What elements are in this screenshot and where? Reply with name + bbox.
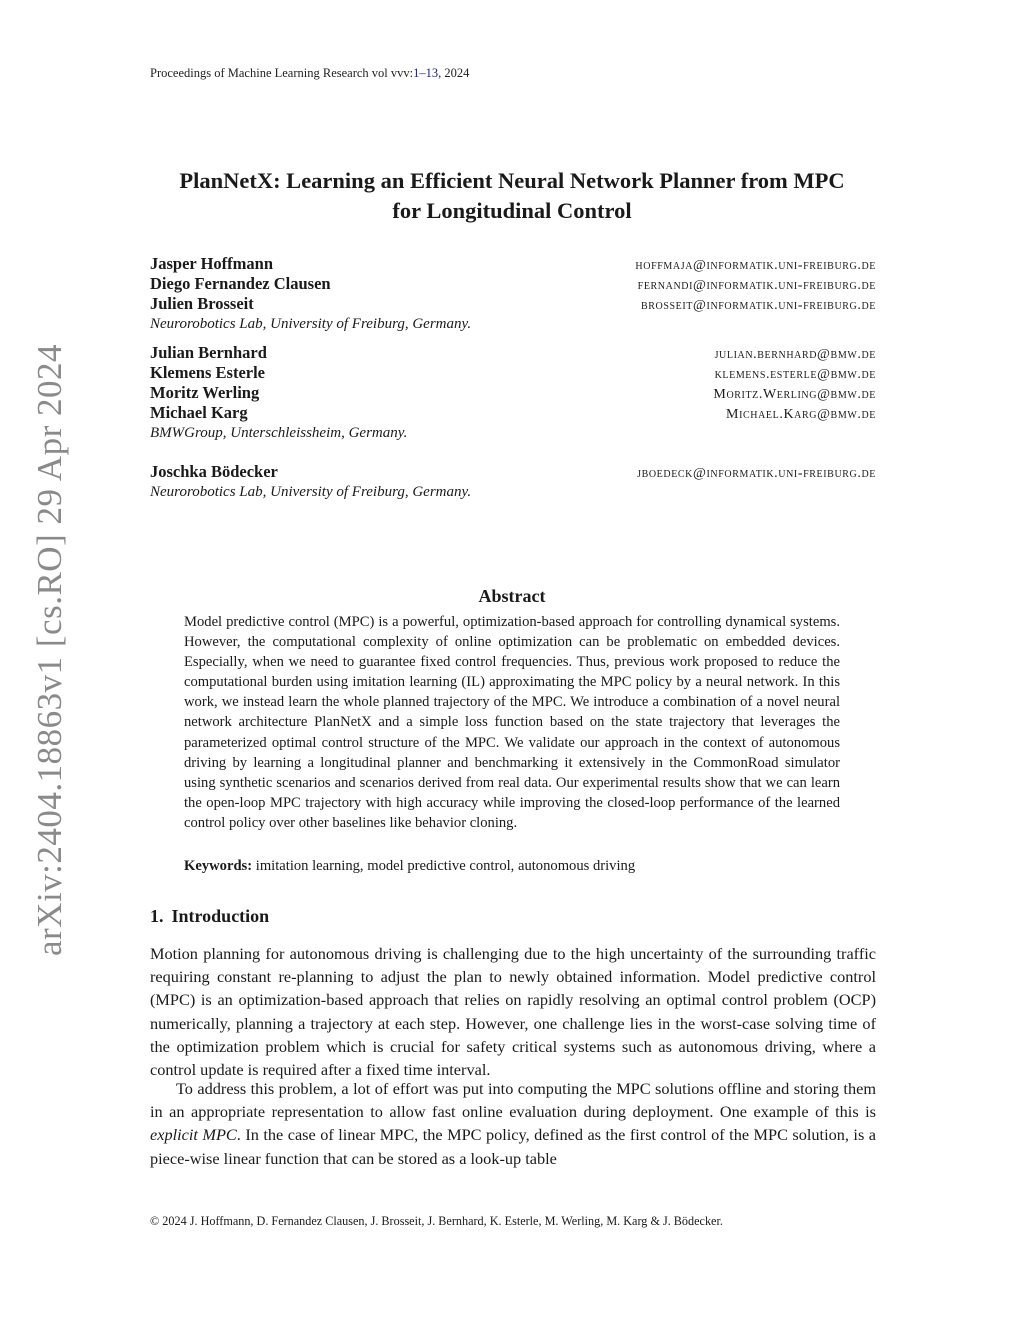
paper-title	[120, 166, 904, 226]
running-header-prefix: Proceedings of Machine Learning Research vol vvv:	[150, 66, 414, 80]
abstract-text: Model predictive control (MPC) is a powerful, optimization-based approach for controlling dynamical systems. However, the computational complexity of online optimization can be problematic on embedded devices. Especially, when we need to guarantee fixed control frequencies. Thus, previous work proposed to reduce the computational burden using imitation learning (IL) approximating the MPC policy by a neural network. In this work, we instead learn the whole planned trajectory of the MPC. We introduce a combination of a novel neural network architecture PlanNetX and a simple loss function based on the state trajectory that leverages the parameterized optimal control structure of the MPC. We validate our approach in the context of autonomous driving by learning a longitudinal planner and benchmarking it extensively in the CommonRoad simulator using synthetic scenarios and scenarios derived from real data. Our experimental results show that we can learn the open-loop MPC trajectory with high accuracy while improving the closed-loop performance of the learned control policy over other baselines like behavior cloning.	[184, 614, 840, 831]
author-email[interactable]: fernandi@informatik.uni-freiburg.de	[637, 278, 876, 293]
author-row	[150, 383, 876, 403]
author-email[interactable]: hoffmaja@informatik.uni-freiburg.de	[635, 258, 876, 273]
intro-paragraph-1: Motion planning for autonomous driving is challenging due to the high uncertainty of the surrounding traffic requiring constant re-planning to adjust the plan to newly obtained information. Model predictive control (MPC) is an optimization-based approach that relies on rapidly resolving an optimal control problem (OCP) numerically, planning a trajectory at each step. However, one challenge lies in the worst-case solving time of the optimization problem which is crucial for safety critical systems such as autonomous driving, where a control update is required after a fixed time interval.	[150, 944, 876, 1080]
intro-paragraph-2-emphasis: explicit MPC	[150, 1125, 237, 1145]
running-header-year: , 2024	[438, 66, 470, 80]
author-row	[150, 403, 876, 423]
section-title: Introduction	[171, 906, 270, 926]
paper-title-line-2: for Longitudinal Control	[392, 198, 632, 223]
author-block	[150, 254, 876, 502]
author-name: Diego Fernandez Clausen	[150, 274, 331, 293]
section-number: 1.	[150, 906, 164, 926]
author-name: Moritz Werling	[150, 383, 260, 402]
running-header-pages-link[interactable]: 1–13	[413, 66, 439, 80]
author-email[interactable]: julian.bernhard@bmw.de	[714, 347, 876, 362]
intro-paragraph-2-start: To address this problem, a lot of effort was put into computing the MPC solutions offline and storing them in an appropriate representation to allow fast online evaluation during deployment. One example of this is	[150, 1079, 876, 1122]
author-affiliation: BMWGroup, Unterschleissheim, Germany.	[150, 425, 408, 441]
author-name: Jasper Hoffmann	[150, 254, 273, 273]
author-affiliation: Neurorobotics Lab, University of Freiburg, Germany.	[150, 316, 472, 332]
running-header	[150, 66, 469, 81]
author-row	[150, 254, 876, 274]
abstract-heading: Abstract	[478, 586, 546, 606]
copyright-notice: © 2024 J. Hoffmann, D. Fernandez Clausen, J. Brosseit, J. Bernhard, K. Esterle, M. Werling, M. Karg & J. Bödecker.	[150, 1214, 723, 1228]
author-name: Klemens Esterle	[150, 363, 266, 382]
author-name: Julian Bernhard	[150, 343, 267, 362]
author-name: Michael Karg	[150, 403, 248, 422]
author-group-spacer	[150, 334, 876, 343]
author-name: Julien Brosseit	[150, 294, 254, 313]
keywords-line	[184, 856, 840, 876]
author-email[interactable]: brosseit@informatik.uni-freiburg.de	[640, 298, 876, 313]
section-heading-introduction	[150, 906, 269, 927]
keywords-label: Keywords:	[184, 858, 253, 874]
author-email[interactable]: jboedeck@informatik.uni-freiburg.de	[637, 466, 876, 481]
author-row	[150, 294, 876, 314]
author-name: Joschka Bödecker	[150, 462, 278, 481]
author-row	[150, 343, 876, 363]
author-email[interactable]: Michael.Karg@bmw.de	[726, 407, 876, 422]
keywords-text: imitation learning, model predictive control, autonomous driving	[255, 858, 636, 874]
author-row	[150, 462, 876, 482]
intro-paragraph-2-end: . In the case of linear MPC, the MPC policy, defined as the first control of the MPC solution, is a piece-wise linear function that can be stored as a look-up table	[150, 1125, 876, 1168]
intro-paragraph-2	[150, 1077, 876, 1170]
author-affiliation: Neurorobotics Lab, University of Freiburg, Germany.	[150, 484, 472, 500]
author-row	[150, 274, 876, 294]
author-group-spacer	[150, 443, 876, 462]
paper-title-line-1: PlanNetX: Learning an Efficient Neural Network Planner from MPC	[179, 168, 845, 193]
author-email[interactable]: Moritz.Werling@bmw.de	[713, 387, 876, 402]
arxiv-identifier-stamp: arXiv:2404.18863v1 [cs.RO] 29 Apr 2024	[30, 343, 69, 957]
author-row	[150, 363, 876, 383]
author-email[interactable]: klemens.esterle@bmw.de	[714, 367, 876, 382]
